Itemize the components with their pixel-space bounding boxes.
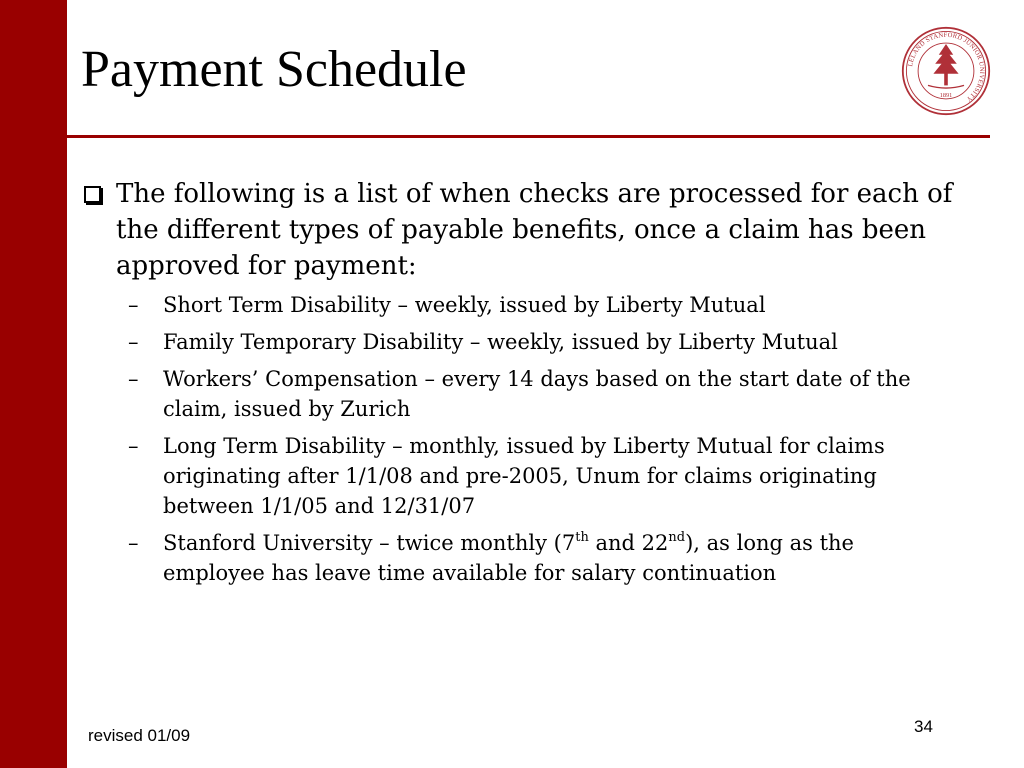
revised-date: revised 01/09	[88, 726, 191, 745]
slide-body	[84, 176, 954, 595]
checkbox-bullet-icon	[84, 186, 101, 203]
intro-text: The following is a list of when checks are processed for each of the different types of payable benefits, once a claim has been approved for payment:	[116, 179, 953, 281]
dash-bullet: –	[128, 293, 139, 317]
list-item-long-term-disability	[128, 431, 954, 521]
list-item-text	[163, 531, 854, 585]
seal-year: 1891	[939, 92, 953, 100]
list-item-text: Family Temporary Disability – weekly, issued by Liberty Mutual	[163, 330, 838, 354]
dash-bullet: –	[128, 531, 139, 555]
list-item-text-part: Stanford University – twice monthly (7	[163, 531, 576, 555]
dash-bullet: –	[128, 434, 139, 458]
page-number: 34	[914, 717, 933, 736]
list-item-text-part: ), as long as the employee has leave time available for salary continuation	[163, 531, 854, 585]
list-item-workers-compensation	[128, 364, 954, 424]
main-bullet	[84, 176, 954, 284]
list-item-stanford-university	[128, 528, 954, 588]
slide-title: Payment Schedule	[81, 41, 467, 98]
list-item-text: Long Term Disability – monthly, issued by Liberty Mutual for claims originating after 1/1/08 and pre-2005, Unum for claims originating between 1/1/05 and 12/31/07	[163, 434, 885, 518]
title-divider	[67, 135, 990, 138]
list-item-family-temporary-disability	[128, 327, 954, 357]
list-item-text: Short Term Disability – weekly, issued by Liberty Mutual	[163, 293, 766, 317]
left-accent-bar	[0, 0, 67, 768]
superscript-th: th	[575, 530, 589, 545]
stanford-seal-icon	[901, 26, 991, 116]
payment-schedule-list	[84, 290, 954, 588]
superscript-nd: nd	[668, 530, 686, 545]
list-item-short-term-disability	[128, 290, 954, 320]
dash-bullet: –	[128, 367, 139, 391]
list-item-text: Workers’ Compensation – every 14 days based on the start date of the claim, issued by Zurich	[163, 367, 911, 421]
dash-bullet: –	[128, 330, 139, 354]
seal-ring-text: LELAND STANFORD JUNIOR UNIVERSITY	[907, 31, 986, 103]
list-item-text-part: and 22	[588, 531, 669, 555]
